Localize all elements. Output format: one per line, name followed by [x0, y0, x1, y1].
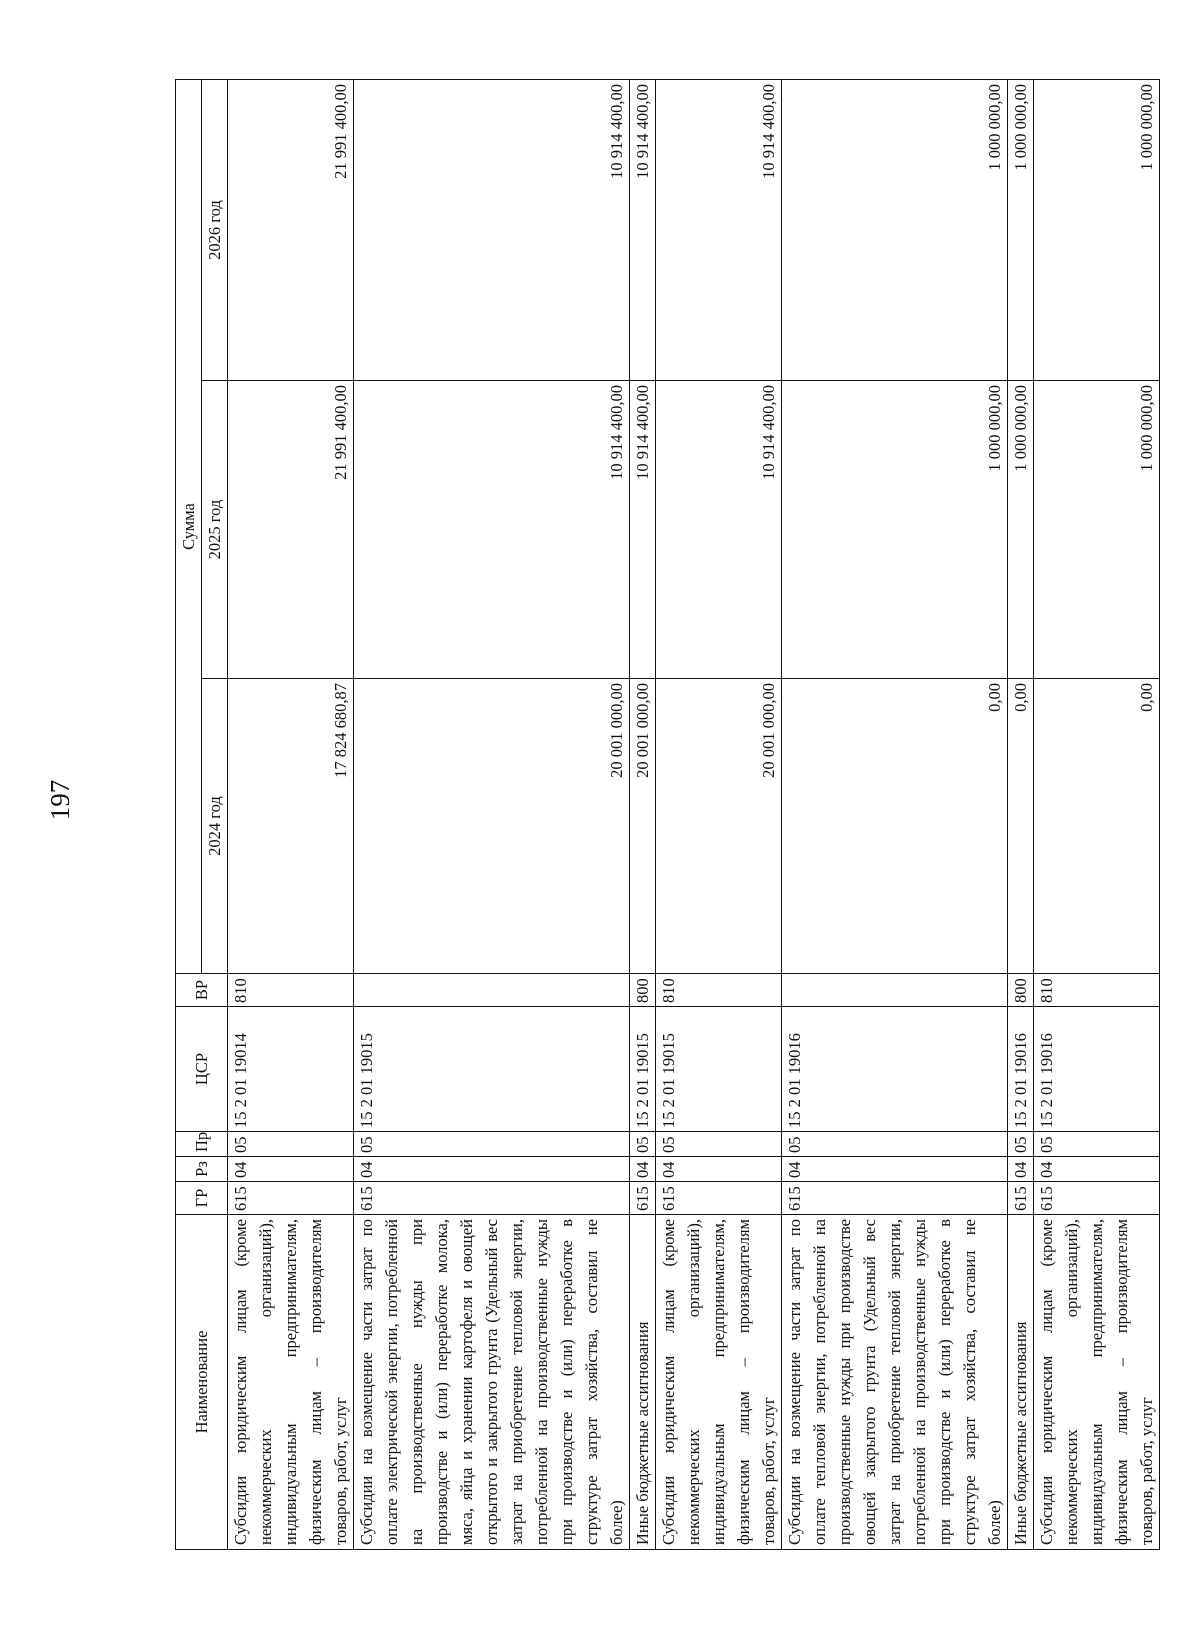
row-gr: 615 — [354, 1182, 630, 1215]
budget-table — [175, 79, 1160, 1550]
row-pr: 05 — [630, 1132, 656, 1157]
table-row — [782, 80, 1008, 1550]
row-2024: 20 001 000,00 — [656, 679, 782, 974]
header-pr: Пр — [176, 1132, 228, 1157]
row-2024: 0,00 — [1034, 679, 1160, 974]
row-rz: 04 — [1034, 1157, 1160, 1182]
row-pr: 05 — [1008, 1132, 1034, 1157]
row-2026: 1 000 000,00 — [1008, 80, 1034, 381]
row-csr: 15 2 01 19015 — [630, 1007, 656, 1132]
table-row — [630, 80, 656, 1550]
row-rz: 04 — [1008, 1157, 1034, 1182]
table-row — [656, 80, 782, 1550]
row-rz: 04 — [228, 1157, 354, 1182]
row-csr: 15 2 01 19015 — [354, 1007, 630, 1132]
row-pr: 05 — [782, 1132, 1008, 1157]
row-gr: 615 — [1008, 1182, 1034, 1215]
row-2025: 10 914 400,00 — [656, 381, 782, 679]
row-gr: 615 — [656, 1182, 782, 1215]
row-rz: 04 — [354, 1157, 630, 1182]
row-vr: 810 — [1034, 974, 1160, 1007]
row-2024: 0,00 — [782, 679, 1008, 974]
row-csr: 15 2 01 19016 — [1008, 1007, 1034, 1132]
row-name: Субсидии юридическим лицам (кроме некоммерческих организаций), индивидуальным предпринимателям, физическим лицам – производителям товаров, работ, услуг — [656, 1215, 782, 1550]
row-vr: 800 — [630, 974, 656, 1007]
row-2025: 21 991 400,00 — [228, 381, 354, 679]
row-rz: 04 — [656, 1157, 782, 1182]
row-csr: 15 2 01 19016 — [782, 1007, 1008, 1132]
row-vr — [782, 974, 1008, 1007]
row-name: Субсидии на возмещение части затрат по оплате тепловой энергии, потребленной на производственные нужды при производстве овощей закрытого грунта (Удельный вес затрат на приобретение тепловой энергии, потребленной на производственные нужды при производстве и (или) переработке в структуре затрат хозяйства, составил не более) — [782, 1215, 1008, 1550]
row-2026: 10 914 400,00 — [656, 80, 782, 381]
header-rz: Рз — [176, 1157, 228, 1182]
row-gr: 615 — [1034, 1182, 1160, 1215]
row-vr: 810 — [228, 974, 354, 1007]
row-2025: 1 000 000,00 — [1008, 381, 1034, 679]
row-vr: 800 — [1008, 974, 1034, 1007]
header-2024: 2024 год — [202, 679, 228, 974]
row-rz: 04 — [782, 1157, 1008, 1182]
row-2026: 10 914 400,00 — [354, 80, 630, 381]
row-pr: 05 — [656, 1132, 782, 1157]
row-2024: 20 001 000,00 — [630, 679, 656, 974]
row-gr: 615 — [782, 1182, 1008, 1215]
row-csr: 15 2 01 19016 — [1034, 1007, 1160, 1132]
row-vr — [354, 974, 630, 1007]
row-2024: 20 001 000,00 — [354, 679, 630, 974]
row-pr: 05 — [1034, 1132, 1160, 1157]
row-name: Иные бюджетные ассигнования — [1008, 1215, 1034, 1550]
header-sum: Сумма — [176, 80, 202, 974]
budget-table-rotated — [175, 80, 1156, 1550]
row-pr: 05 — [354, 1132, 630, 1157]
row-vr: 810 — [656, 974, 782, 1007]
row-pr: 05 — [228, 1132, 354, 1157]
table-row — [228, 80, 354, 1550]
header-gr: ГР — [176, 1182, 228, 1215]
row-2026: 21 991 400,00 — [228, 80, 354, 381]
row-2024: 17 824 680,87 — [228, 679, 354, 974]
header-csr: ЦСР — [176, 1007, 228, 1132]
header-vr: ВР — [176, 974, 228, 1007]
row-2026: 1 000 000,00 — [1034, 80, 1160, 381]
table-row — [1034, 80, 1160, 1550]
row-name: Субсидии на возмещение части затрат по оплате электрической энергии, потребленной на производственные нужды при производстве и (или) переработке молока, мяса, яйца и хранении картофеля и овощей открытого и закрытого грунта (Удельный вес затрат на приобретение тепловой энергии, потребленной на производственные нужды при производстве и (или) переработке в структуре затрат хозяйства, составил не более) — [354, 1215, 630, 1550]
row-rz: 04 — [630, 1157, 656, 1182]
table-row — [354, 80, 630, 1550]
row-name: Субсидии юридическим лицам (кроме некоммерческих организаций), индивидуальным предпринимателям, физическим лицам – производителям товаров, работ, услуг — [228, 1215, 354, 1550]
row-csr: 15 2 01 19015 — [656, 1007, 782, 1132]
row-gr: 615 — [630, 1182, 656, 1215]
row-2026: 1 000 000,00 — [782, 80, 1008, 381]
row-2025: 10 914 400,00 — [630, 381, 656, 679]
page-number: 197 — [45, 779, 75, 821]
row-name: Субсидии юридическим лицам (кроме некоммерческих организаций), индивидуальным предпринимателям, физическим лицам – производителям товаров, работ, услуг — [1034, 1215, 1160, 1550]
row-gr: 615 — [228, 1182, 354, 1215]
row-2026: 10 914 400,00 — [630, 80, 656, 381]
row-name: Иные бюджетные ассигнования — [630, 1215, 656, 1550]
row-2024: 0,00 — [1008, 679, 1034, 974]
header-name: Наименование — [176, 1215, 228, 1550]
row-2025: 10 914 400,00 — [354, 381, 630, 679]
header-2025: 2025 год — [202, 381, 228, 679]
row-2025: 1 000 000,00 — [1034, 381, 1160, 679]
row-2025: 1 000 000,00 — [782, 381, 1008, 679]
header-2026: 2026 год — [202, 80, 228, 381]
row-csr: 15 2 01 19014 — [228, 1007, 354, 1132]
table-row — [1008, 80, 1034, 1550]
